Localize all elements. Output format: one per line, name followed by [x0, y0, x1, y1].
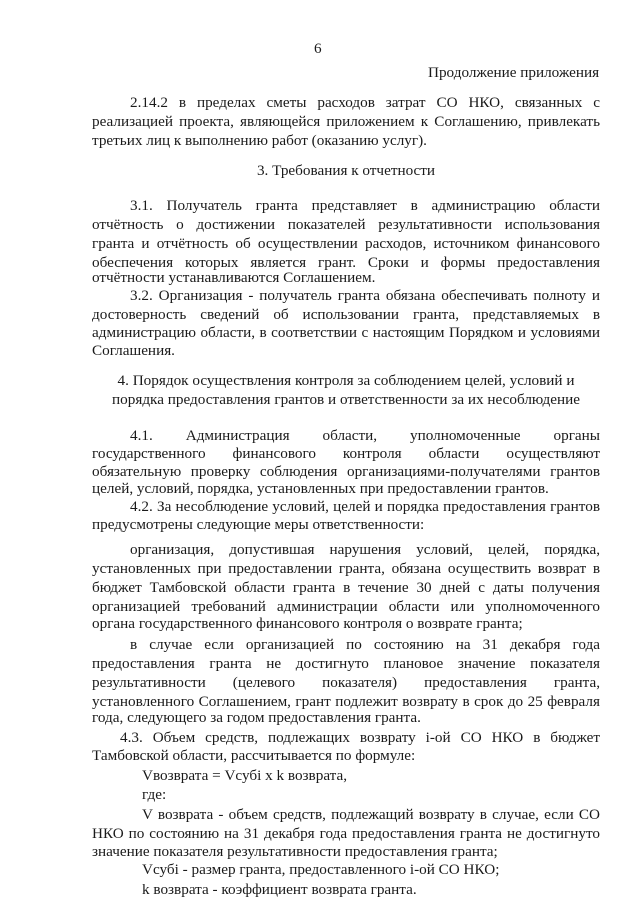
paragraph-line: целей, условий, порядка, установленных при предоставлении грантов. — [92, 480, 549, 497]
paragraph-line: предусмотрены следующие меры ответственности: — [92, 516, 425, 533]
paragraph-line: в случае если организацией по состоянию на 31 декабря года — [130, 636, 600, 653]
paragraph-line: 4.2. За несоблюдение условий, целей и порядка предоставления грантов — [130, 498, 600, 515]
paragraph-line: достоверность сведений об использовании гранта, представляемых в — [92, 306, 600, 323]
paragraph-line: 4.3. Объем средств, подлежащих возврату i-ой СО НКО в бюджет — [120, 729, 600, 746]
paragraph-line: года, следующего за годом предоставления гранта. — [92, 709, 421, 726]
paragraph-line: обеспечения которых является грант. Сроки и формы предоставления — [92, 254, 600, 271]
paragraph-line: организацией требований администрации области или уполномоченного — [92, 598, 600, 615]
paragraph-line: V возврата - объем средств, подлежащий возврату в случае, если СО — [142, 806, 600, 823]
paragraph-line: Тамбовской области, рассчитывается по формуле: — [92, 747, 416, 764]
paragraph-line: администрацию области, в соответствии с настоящим Порядком и условиями — [92, 324, 600, 341]
section-heading-4: порядка предоставления грантов и ответственности за их несоблюдение — [112, 391, 580, 408]
page-number: 6 — [314, 40, 322, 57]
paragraph-line: организация, допустившая нарушения условий, целей, порядка, — [130, 541, 600, 558]
paragraph-line: отчётности устанавливаются Соглашением. — [92, 269, 376, 286]
paragraph-line: органа государственного финансового контроля о возврате гранта; — [92, 615, 523, 632]
paragraph-line: установленного Соглашением, грант подлежит возврату в срок до 25 февраля — [92, 693, 600, 710]
paragraph-line: гранта и отчётность об осуществлении расходов, источником финансового — [92, 235, 600, 252]
paragraph-line: где: — [142, 786, 167, 803]
paragraph-line: обязательную проверку соблюдения организациями-получателями грантов — [92, 463, 600, 480]
section-heading-4: 4. Порядок осуществления контроля за соблюдением целей, условий и — [117, 372, 575, 389]
paragraph-line: отчётность о достижении показателей результативности использования — [92, 216, 600, 233]
paragraph-line: бюджет Тамбовской области гранта в течение 30 дней с даты получения — [92, 579, 600, 596]
paragraph-line: значение показателя результативности предоставления гранта; — [92, 843, 498, 860]
paragraph-line: 4.1. Администрация области, уполномоченные органы — [130, 427, 600, 444]
paragraph-line: 3.2. Организация - получатель гранта обязана обеспечивать полноту и — [130, 287, 600, 304]
paragraph-line: установленных при предоставлении гранта, обязана осуществить возврат в — [92, 560, 600, 577]
paragraph-line: НКО по состоянию на 31 декабря года предоставления гранта не достигнуто — [92, 825, 600, 842]
paragraph-line: государственного финансового контроля области осуществляют — [92, 445, 600, 462]
formula: Vвозврата = Vсубi x k возврата, — [142, 767, 348, 784]
paragraph-line: 3.1. Получатель гранта представляет в администрацию области — [130, 197, 600, 214]
paragraph-line: Соглашения. — [92, 342, 175, 359]
paragraph-line: 2.14.2 в пределах сметы расходов затрат СО НКО, связанных с — [130, 94, 600, 111]
paragraph-line: предоставления гранта не достигнуто плановое значение показателя — [92, 655, 600, 672]
paragraph-line: результативности (целевого показателя) предоставления гранта, — [92, 674, 600, 691]
section-heading-3: 3. Требования к отчетности — [256, 162, 436, 179]
paragraph-line: реализацией проекта, являющейся приложением к Соглашению, привлекать — [92, 113, 600, 130]
paragraph-line: третьих лиц к выполнению работ (оказанию услуг). — [92, 132, 427, 149]
paragraph-line: Vсубi - размер гранта, предоставленного i-ой СО НКО; — [142, 861, 500, 878]
header-note: Продолжение приложения — [428, 64, 600, 81]
paragraph-line: k возврата - коэффициент возврата гранта. — [142, 881, 417, 898]
